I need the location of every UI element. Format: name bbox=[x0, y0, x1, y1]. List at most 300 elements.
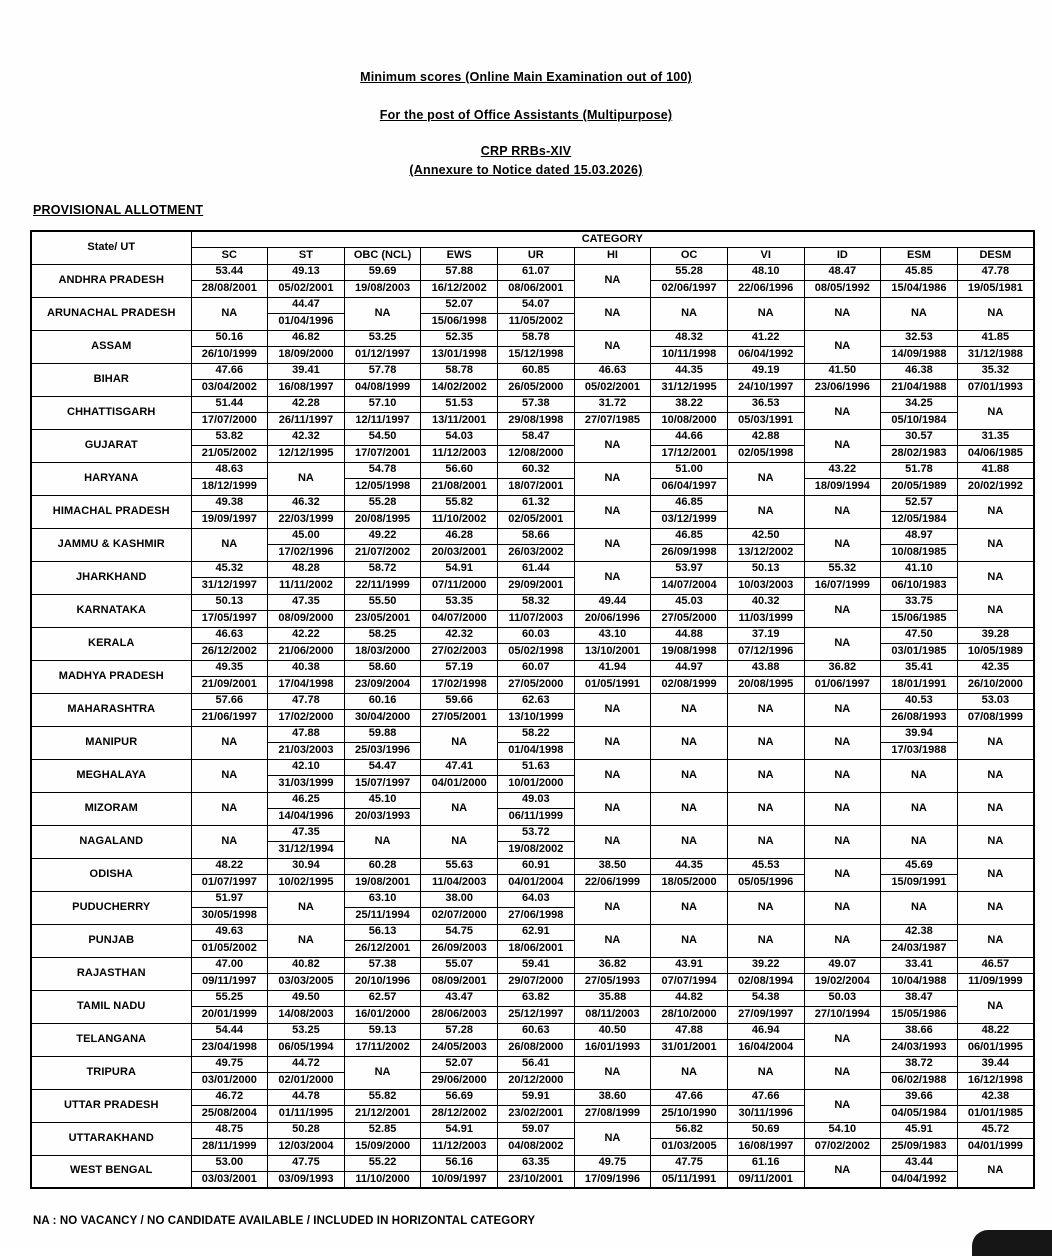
na-legend-footnote: NA : NO VACANCY / NO CANDIDATE AVAILABLE / INCLUDED IN HORIZONTAL CATEGORY bbox=[33, 1215, 536, 1227]
na-cell: NA bbox=[957, 1155, 1034, 1188]
date-cell: 26/08/2000 bbox=[498, 1040, 575, 1057]
score-cell: 49.44 bbox=[574, 594, 651, 611]
date-cell: 24/10/1997 bbox=[727, 380, 804, 397]
date-cell: 24/05/2003 bbox=[421, 1040, 498, 1057]
na-cell: NA bbox=[574, 693, 651, 726]
date-cell: 10/08/1985 bbox=[881, 545, 958, 562]
date-cell: 20/03/1993 bbox=[344, 809, 421, 826]
date-cell: 31/12/1995 bbox=[651, 380, 728, 397]
date-cell: 06/04/1997 bbox=[651, 479, 728, 496]
score-cell: 58.32 bbox=[498, 594, 575, 611]
date-cell: 05/02/2001 bbox=[574, 380, 651, 397]
score-cell: 42.50 bbox=[727, 528, 804, 545]
score-cell: 35.41 bbox=[881, 660, 958, 677]
date-cell: 10/04/1988 bbox=[881, 974, 958, 991]
state-name-cell: MEGHALAYA bbox=[31, 759, 191, 792]
date-cell: 01/11/1995 bbox=[268, 1106, 345, 1123]
date-cell: 02/08/1999 bbox=[651, 677, 728, 694]
score-cell: 47.78 bbox=[957, 264, 1034, 281]
na-cell: NA bbox=[957, 495, 1034, 528]
date-cell: 31/12/1994 bbox=[268, 842, 345, 859]
na-cell: NA bbox=[574, 297, 651, 330]
date-cell: 26/10/2000 bbox=[957, 677, 1034, 694]
state-row bbox=[31, 1122, 1034, 1139]
score-cell: 47.00 bbox=[191, 957, 268, 974]
state-row bbox=[31, 363, 1034, 380]
na-cell: NA bbox=[957, 594, 1034, 627]
score-cell: 60.28 bbox=[344, 858, 421, 875]
score-cell: 39.28 bbox=[957, 627, 1034, 644]
table-body bbox=[31, 264, 1034, 1188]
na-cell: NA bbox=[574, 924, 651, 957]
date-cell: 25/08/2004 bbox=[191, 1106, 268, 1123]
date-cell: 25/09/1983 bbox=[881, 1139, 958, 1156]
score-cell: 52.57 bbox=[881, 495, 958, 512]
score-cell: 51.97 bbox=[191, 891, 268, 908]
state-name-cell: BIHAR bbox=[31, 363, 191, 396]
date-cell: 27/05/2000 bbox=[651, 611, 728, 628]
score-cell: 54.38 bbox=[727, 990, 804, 1007]
score-cell: 51.63 bbox=[498, 759, 575, 776]
state-row bbox=[31, 528, 1034, 545]
score-cell: 46.63 bbox=[191, 627, 268, 644]
date-cell: 01/05/2002 bbox=[191, 941, 268, 958]
state-name-cell: HIMACHAL PRADESH bbox=[31, 495, 191, 528]
score-cell: 45.53 bbox=[727, 858, 804, 875]
state-row bbox=[31, 594, 1034, 611]
state-name-cell: GUJARAT bbox=[31, 429, 191, 462]
score-cell: 55.82 bbox=[344, 1089, 421, 1106]
na-cell: NA bbox=[804, 891, 881, 924]
document-subtitle-crp: CRP RRBs-XIV bbox=[480, 144, 572, 158]
score-cell: 40.38 bbox=[268, 660, 345, 677]
score-cell: 42.28 bbox=[268, 396, 345, 413]
state-name-cell: WEST BENGAL bbox=[31, 1155, 191, 1188]
score-cell: 56.13 bbox=[344, 924, 421, 941]
date-cell: 19/02/2004 bbox=[804, 974, 881, 991]
date-cell: 07/12/1996 bbox=[727, 644, 804, 661]
na-cell: NA bbox=[804, 792, 881, 825]
score-cell: 50.03 bbox=[804, 990, 881, 1007]
date-cell: 13/01/1998 bbox=[421, 347, 498, 364]
na-cell: NA bbox=[957, 297, 1034, 330]
score-cell: 45.72 bbox=[957, 1122, 1034, 1139]
score-cell: 46.72 bbox=[191, 1089, 268, 1106]
state-name-cell: TRIPURA bbox=[31, 1056, 191, 1089]
date-cell: 15/12/1998 bbox=[498, 347, 575, 364]
date-cell: 23/10/2001 bbox=[498, 1172, 575, 1189]
score-cell: 48.63 bbox=[191, 462, 268, 479]
state-row bbox=[31, 726, 1034, 743]
state-row bbox=[31, 660, 1034, 677]
score-cell: 47.66 bbox=[651, 1089, 728, 1106]
score-cell: 52.35 bbox=[421, 330, 498, 347]
state-name-cell: MAHARASHTRA bbox=[31, 693, 191, 726]
na-cell: NA bbox=[804, 1089, 881, 1122]
score-cell: 61.32 bbox=[498, 495, 575, 512]
score-cell: 49.03 bbox=[498, 792, 575, 809]
state-name-cell: HARYANA bbox=[31, 462, 191, 495]
score-cell: 44.35 bbox=[651, 858, 728, 875]
state-name-cell: MIZORAM bbox=[31, 792, 191, 825]
score-cell: 45.32 bbox=[191, 561, 268, 578]
column-header-id: ID bbox=[804, 248, 881, 265]
date-cell: 01/01/1985 bbox=[957, 1106, 1034, 1123]
date-cell: 16/01/1993 bbox=[574, 1040, 651, 1057]
score-cell: 41.10 bbox=[881, 561, 958, 578]
date-cell: 30/05/1998 bbox=[191, 908, 268, 925]
score-cell: 48.22 bbox=[957, 1023, 1034, 1040]
date-cell: 11/10/2000 bbox=[344, 1172, 421, 1189]
date-cell: 09/11/2001 bbox=[727, 1172, 804, 1189]
date-cell: 28/02/1983 bbox=[881, 446, 958, 463]
date-cell: 20/08/1995 bbox=[727, 677, 804, 694]
score-cell: 53.03 bbox=[957, 693, 1034, 710]
state-row bbox=[31, 627, 1034, 644]
date-cell: 15/05/1986 bbox=[881, 1007, 958, 1024]
column-header-desm: DESM bbox=[957, 248, 1034, 265]
state-row bbox=[31, 1023, 1034, 1040]
na-cell: NA bbox=[804, 924, 881, 957]
date-cell: 02/01/2000 bbox=[268, 1073, 345, 1090]
state-name-cell: ASSAM bbox=[31, 330, 191, 363]
score-cell: 56.60 bbox=[421, 462, 498, 479]
na-cell: NA bbox=[651, 792, 728, 825]
date-cell: 05/03/1991 bbox=[727, 413, 804, 430]
na-cell: NA bbox=[191, 825, 268, 858]
score-cell: 58.47 bbox=[498, 429, 575, 446]
state-row bbox=[31, 1155, 1034, 1172]
date-cell: 16/08/1997 bbox=[268, 380, 345, 397]
score-cell: 49.38 bbox=[191, 495, 268, 512]
na-cell: NA bbox=[727, 297, 804, 330]
score-cell: 36.53 bbox=[727, 396, 804, 413]
score-cell: 49.19 bbox=[727, 363, 804, 380]
score-cell: 44.66 bbox=[651, 429, 728, 446]
date-cell: 11/04/2003 bbox=[421, 875, 498, 892]
score-cell: 52.07 bbox=[421, 297, 498, 314]
date-cell: 04/08/1999 bbox=[344, 380, 421, 397]
date-cell: 10/02/1995 bbox=[268, 875, 345, 892]
score-cell: 47.75 bbox=[651, 1155, 728, 1172]
na-cell: NA bbox=[727, 1056, 804, 1089]
date-cell: 11/12/2003 bbox=[421, 1139, 498, 1156]
score-cell: 56.16 bbox=[421, 1155, 498, 1172]
score-cell: 56.82 bbox=[651, 1122, 728, 1139]
date-cell: 12/08/2000 bbox=[498, 446, 575, 463]
date-cell: 19/08/2003 bbox=[344, 281, 421, 298]
date-cell: 06/01/1995 bbox=[957, 1040, 1034, 1057]
date-cell: 31/01/2001 bbox=[651, 1040, 728, 1057]
date-cell: 17/05/1997 bbox=[191, 611, 268, 628]
date-cell: 17/09/1996 bbox=[574, 1172, 651, 1189]
date-cell: 30/11/1996 bbox=[727, 1106, 804, 1123]
score-cell: 53.25 bbox=[268, 1023, 345, 1040]
date-cell: 23/09/2004 bbox=[344, 677, 421, 694]
score-cell: 50.16 bbox=[191, 330, 268, 347]
score-cell: 47.78 bbox=[268, 693, 345, 710]
state-name-cell: MADHYA PRADESH bbox=[31, 660, 191, 693]
date-cell: 12/05/1984 bbox=[881, 512, 958, 529]
date-cell: 21/07/2002 bbox=[344, 545, 421, 562]
date-cell: 17/03/1988 bbox=[881, 743, 958, 760]
date-cell: 23/05/2001 bbox=[344, 611, 421, 628]
state-ut-header: State/ UT bbox=[31, 231, 191, 264]
date-cell: 21/12/2001 bbox=[344, 1106, 421, 1123]
date-cell: 26/03/2002 bbox=[498, 545, 575, 562]
na-cell: NA bbox=[191, 759, 268, 792]
na-cell: NA bbox=[574, 726, 651, 759]
date-cell: 01/06/1997 bbox=[804, 677, 881, 694]
score-cell: 49.50 bbox=[268, 990, 345, 1007]
score-cell: 47.88 bbox=[268, 726, 345, 743]
date-cell: 18/07/2001 bbox=[498, 479, 575, 496]
date-cell: 16/08/1997 bbox=[727, 1139, 804, 1156]
date-cell: 07/07/1994 bbox=[651, 974, 728, 991]
score-cell: 44.78 bbox=[268, 1089, 345, 1106]
date-cell: 13/11/2001 bbox=[421, 413, 498, 430]
na-cell: NA bbox=[804, 693, 881, 726]
date-cell: 25/10/1990 bbox=[651, 1106, 728, 1123]
date-cell: 20/12/2000 bbox=[498, 1073, 575, 1090]
na-cell: NA bbox=[574, 495, 651, 528]
date-cell: 20/05/1989 bbox=[881, 479, 958, 496]
score-cell: 60.03 bbox=[498, 627, 575, 644]
date-cell: 07/08/1999 bbox=[957, 710, 1034, 727]
date-cell: 26/09/2003 bbox=[421, 941, 498, 958]
date-cell: 17/02/1996 bbox=[268, 545, 345, 562]
na-cell: NA bbox=[651, 924, 728, 957]
date-cell: 08/09/2001 bbox=[421, 974, 498, 991]
column-header-ews: EWS bbox=[421, 248, 498, 265]
na-cell: NA bbox=[804, 1056, 881, 1089]
score-cell: 61.16 bbox=[727, 1155, 804, 1172]
date-cell: 29/09/2001 bbox=[498, 578, 575, 595]
na-cell: NA bbox=[344, 1056, 421, 1089]
score-cell: 43.91 bbox=[651, 957, 728, 974]
na-cell: NA bbox=[957, 858, 1034, 891]
document-title: Minimum scores (Online Main Examination out of 100) bbox=[360, 70, 692, 84]
date-cell: 22/11/1999 bbox=[344, 578, 421, 595]
date-cell: 27/05/2000 bbox=[498, 677, 575, 694]
score-cell: 60.16 bbox=[344, 693, 421, 710]
na-cell: NA bbox=[957, 891, 1034, 924]
na-cell: NA bbox=[574, 1056, 651, 1089]
score-cell: 57.38 bbox=[344, 957, 421, 974]
date-cell: 03/09/1993 bbox=[268, 1172, 345, 1189]
state-name-cell: RAJASTHAN bbox=[31, 957, 191, 990]
date-cell: 08/05/1992 bbox=[804, 281, 881, 298]
na-cell: NA bbox=[574, 891, 651, 924]
na-cell: NA bbox=[574, 561, 651, 594]
score-cell: 43.10 bbox=[574, 627, 651, 644]
date-cell: 26/12/2001 bbox=[344, 941, 421, 958]
state-name-cell: NAGALAND bbox=[31, 825, 191, 858]
score-cell: 57.19 bbox=[421, 660, 498, 677]
score-cell: 62.57 bbox=[344, 990, 421, 1007]
score-cell: 50.13 bbox=[727, 561, 804, 578]
na-cell: NA bbox=[421, 726, 498, 759]
date-cell: 19/08/1998 bbox=[651, 644, 728, 661]
date-cell: 17/12/2001 bbox=[651, 446, 728, 463]
na-cell: NA bbox=[727, 726, 804, 759]
date-cell: 01/07/1997 bbox=[191, 875, 268, 892]
score-cell: 46.57 bbox=[957, 957, 1034, 974]
date-cell: 28/06/2003 bbox=[421, 1007, 498, 1024]
na-cell: NA bbox=[804, 429, 881, 462]
date-cell: 21/04/1988 bbox=[881, 380, 958, 397]
date-cell: 01/12/1997 bbox=[344, 347, 421, 364]
score-cell: 52.85 bbox=[344, 1122, 421, 1139]
date-cell: 20/08/1995 bbox=[344, 512, 421, 529]
corner-overlay-shape bbox=[972, 1230, 1052, 1256]
score-cell: 42.38 bbox=[957, 1089, 1034, 1106]
date-cell: 21/05/2002 bbox=[191, 446, 268, 463]
na-cell: NA bbox=[727, 759, 804, 792]
date-cell: 18/03/2000 bbox=[344, 644, 421, 661]
date-cell: 13/10/2001 bbox=[574, 644, 651, 661]
na-cell: NA bbox=[574, 792, 651, 825]
na-cell: NA bbox=[727, 792, 804, 825]
score-cell: 60.32 bbox=[498, 462, 575, 479]
score-cell: 61.44 bbox=[498, 561, 575, 578]
score-cell: 33.41 bbox=[881, 957, 958, 974]
score-cell: 55.25 bbox=[191, 990, 268, 1007]
na-cell: NA bbox=[344, 297, 421, 330]
state-row bbox=[31, 462, 1034, 479]
score-cell: 55.22 bbox=[344, 1155, 421, 1172]
score-cell: 47.66 bbox=[191, 363, 268, 380]
title-block bbox=[0, 0, 1052, 177]
date-cell: 06/10/1983 bbox=[881, 578, 958, 595]
date-cell: 27/06/1998 bbox=[498, 908, 575, 925]
state-row bbox=[31, 297, 1034, 314]
na-cell: NA bbox=[421, 792, 498, 825]
na-cell: NA bbox=[191, 297, 268, 330]
date-cell: 25/12/1997 bbox=[498, 1007, 575, 1024]
score-cell: 47.66 bbox=[727, 1089, 804, 1106]
document-subtitle-post: For the post of Office Assistants (Multipurpose) bbox=[379, 108, 673, 122]
score-cell: 31.35 bbox=[957, 429, 1034, 446]
score-cell: 37.19 bbox=[727, 627, 804, 644]
score-cell: 42.35 bbox=[957, 660, 1034, 677]
date-cell: 27/05/2001 bbox=[421, 710, 498, 727]
date-cell: 17/02/1998 bbox=[421, 677, 498, 694]
date-cell: 26/12/2002 bbox=[191, 644, 268, 661]
na-cell: NA bbox=[804, 726, 881, 759]
score-cell: 60.85 bbox=[498, 363, 575, 380]
column-header-st: ST bbox=[268, 248, 345, 265]
score-cell: 48.22 bbox=[191, 858, 268, 875]
date-cell: 03/12/1999 bbox=[651, 512, 728, 529]
score-cell: 62.91 bbox=[498, 924, 575, 941]
date-cell: 15/09/1991 bbox=[881, 875, 958, 892]
na-cell: NA bbox=[804, 858, 881, 891]
na-cell: NA bbox=[268, 891, 345, 924]
score-cell: 44.97 bbox=[651, 660, 728, 677]
date-cell: 22/06/1999 bbox=[574, 875, 651, 892]
score-cell: 38.22 bbox=[651, 396, 728, 413]
date-cell: 27/08/1999 bbox=[574, 1106, 651, 1123]
date-cell: 14/09/1988 bbox=[881, 347, 958, 364]
date-cell: 15/04/1986 bbox=[881, 281, 958, 298]
na-cell: NA bbox=[804, 759, 881, 792]
date-cell: 21/06/2000 bbox=[268, 644, 345, 661]
score-cell: 40.50 bbox=[574, 1023, 651, 1040]
score-cell: 48.47 bbox=[804, 264, 881, 281]
date-cell: 28/08/2001 bbox=[191, 281, 268, 298]
score-cell: 55.28 bbox=[344, 495, 421, 512]
state-name-cell: JHARKHAND bbox=[31, 561, 191, 594]
score-cell: 54.91 bbox=[421, 561, 498, 578]
na-cell: NA bbox=[804, 1023, 881, 1056]
state-name-cell: ARUNACHAL PRADESH bbox=[31, 297, 191, 330]
date-cell: 06/02/1988 bbox=[881, 1073, 958, 1090]
date-cell: 17/07/2000 bbox=[191, 413, 268, 430]
na-cell: NA bbox=[804, 297, 881, 330]
score-cell: 58.60 bbox=[344, 660, 421, 677]
state-row bbox=[31, 990, 1034, 1007]
date-cell: 30/04/2000 bbox=[344, 710, 421, 727]
state-row bbox=[31, 858, 1034, 875]
na-cell: NA bbox=[191, 726, 268, 759]
date-cell: 18/09/1994 bbox=[804, 479, 881, 496]
state-name-cell: KERALA bbox=[31, 627, 191, 660]
date-cell: 28/12/2002 bbox=[421, 1106, 498, 1123]
date-cell: 04/07/2000 bbox=[421, 611, 498, 628]
score-cell: 55.32 bbox=[804, 561, 881, 578]
score-cell: 45.85 bbox=[881, 264, 958, 281]
score-cell: 42.32 bbox=[268, 429, 345, 446]
date-cell: 05/10/1984 bbox=[881, 413, 958, 430]
date-cell: 10/08/2000 bbox=[651, 413, 728, 430]
score-cell: 43.88 bbox=[727, 660, 804, 677]
date-cell: 07/02/2002 bbox=[804, 1139, 881, 1156]
date-cell: 04/08/2002 bbox=[498, 1139, 575, 1156]
score-cell: 50.69 bbox=[727, 1122, 804, 1139]
score-cell: 55.63 bbox=[421, 858, 498, 875]
date-cell: 11/12/2003 bbox=[421, 446, 498, 463]
date-cell: 15/06/1998 bbox=[421, 314, 498, 331]
na-cell: NA bbox=[881, 825, 958, 858]
score-cell: 54.07 bbox=[498, 297, 575, 314]
date-cell: 12/05/1998 bbox=[344, 479, 421, 496]
score-cell: 46.32 bbox=[268, 495, 345, 512]
date-cell: 16/12/2002 bbox=[421, 281, 498, 298]
date-cell: 11/05/2002 bbox=[498, 314, 575, 331]
na-cell: NA bbox=[727, 924, 804, 957]
column-header-obc-ncl: OBC (NCL) bbox=[344, 248, 421, 265]
score-cell: 48.32 bbox=[651, 330, 728, 347]
na-cell: NA bbox=[651, 726, 728, 759]
state-name-cell: ODISHA bbox=[31, 858, 191, 891]
score-cell: 43.47 bbox=[421, 990, 498, 1007]
date-cell: 04/01/2000 bbox=[421, 776, 498, 793]
score-cell: 51.53 bbox=[421, 396, 498, 413]
score-cell: 59.66 bbox=[421, 693, 498, 710]
score-cell: 57.28 bbox=[421, 1023, 498, 1040]
date-cell: 16/01/2000 bbox=[344, 1007, 421, 1024]
state-row bbox=[31, 825, 1034, 842]
score-cell: 41.85 bbox=[957, 330, 1034, 347]
na-cell: NA bbox=[804, 825, 881, 858]
score-cell: 48.28 bbox=[268, 561, 345, 578]
score-cell: 63.35 bbox=[498, 1155, 575, 1172]
score-cell: 41.94 bbox=[574, 660, 651, 677]
date-cell: 26/11/1997 bbox=[268, 413, 345, 430]
score-cell: 60.91 bbox=[498, 858, 575, 875]
date-cell: 26/08/1993 bbox=[881, 710, 958, 727]
